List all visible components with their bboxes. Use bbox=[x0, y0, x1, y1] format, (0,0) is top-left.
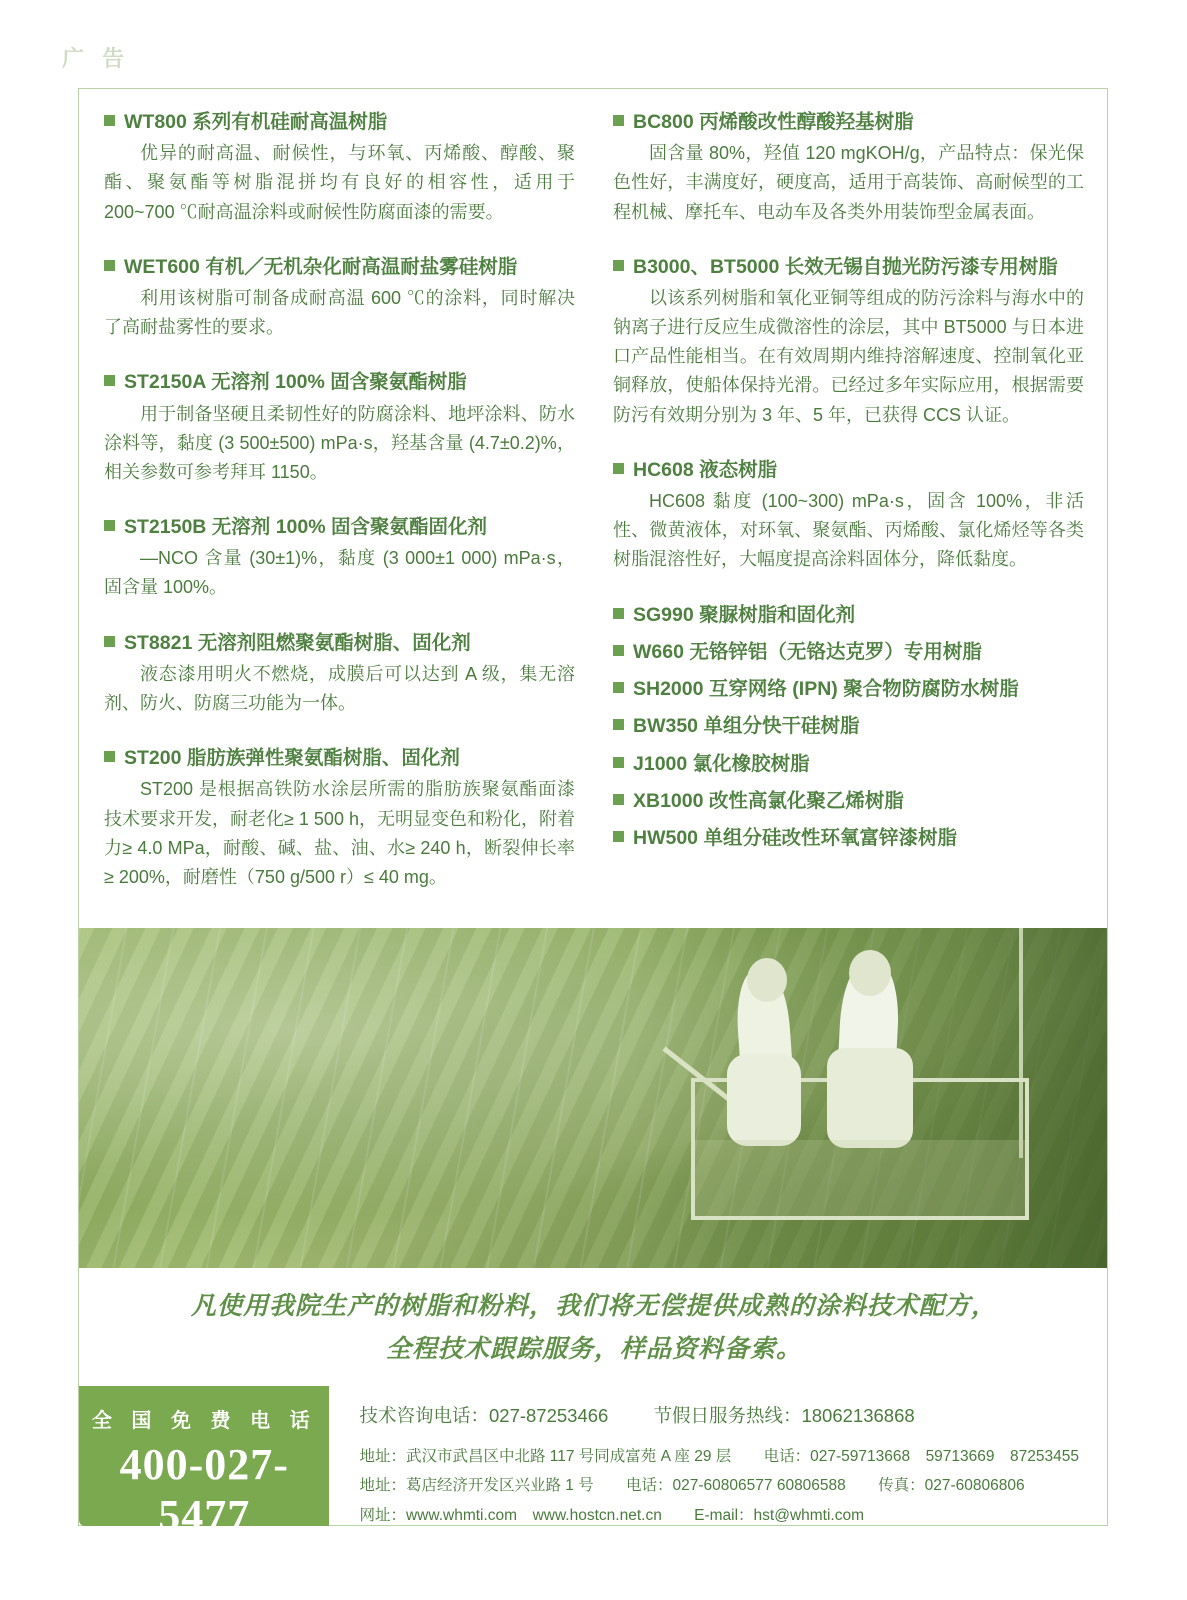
product-entry bbox=[104, 368, 575, 487]
product-entry bbox=[104, 513, 575, 603]
product-description: 优异的耐高温、耐候性，与环氧、丙烯酸、醇酸、聚酯、聚氨酯等树脂混拼均有良好的相容性，适用于 200~700 ℃耐高温涂料或耐候性防腐面漆的需要。 bbox=[104, 143, 575, 222]
product-title: SG990 聚脲树脂和固化剂 bbox=[633, 603, 856, 626]
list-item bbox=[613, 638, 1084, 666]
product-description: 利用该树脂可制备成耐高温 600 ℃的涂料，同时解决了高耐盐雾性的要求。 bbox=[104, 288, 575, 338]
product-title-row bbox=[613, 253, 1084, 281]
square-bullet-icon bbox=[104, 260, 115, 271]
product-description: 用于制备坚硬且柔韧性好的防腐涂料、地坪涂料、防水涂料等，黏度 (3 500±500) mPa·s，羟基含量 (4.7±0.2)%，相关参数可参考拜耳 1150。 bbox=[104, 403, 575, 482]
product-title-row bbox=[613, 638, 1084, 666]
list-item bbox=[613, 712, 1084, 740]
product-title: HC608 液态树脂 bbox=[633, 458, 778, 481]
product-title-row bbox=[613, 712, 1084, 740]
contact-top-row bbox=[359, 1402, 1107, 1428]
product-title-row bbox=[104, 513, 575, 541]
product-title: ST2150B 无溶剂 100% 固含聚氨酯固化剂 bbox=[124, 516, 488, 539]
list-item bbox=[613, 601, 1084, 629]
contact-info bbox=[329, 1386, 1107, 1526]
product-title: SH2000 互穿网络 (IPN) 聚合物防腐防水树脂 bbox=[633, 678, 1019, 701]
square-bullet-icon bbox=[613, 831, 624, 842]
product-title-row bbox=[613, 456, 1084, 484]
slogan-line-2: 全程技术跟踪服务，样品资料备索。 bbox=[385, 1335, 802, 1363]
consult-phone: 技术咨询电话：027-87253466 bbox=[359, 1405, 609, 1426]
address-2: 地址：葛店经济开发区兴业路 1 号 bbox=[359, 1477, 594, 1495]
product-title: BW350 单组分快干硅树脂 bbox=[633, 715, 860, 738]
square-bullet-icon bbox=[613, 719, 624, 730]
product-title-row bbox=[613, 675, 1084, 703]
product-title-row bbox=[104, 108, 575, 136]
photo-work-platform bbox=[691, 1140, 1029, 1220]
slogan-line-1: 凡使用我院生产的树脂和粉料，我们将无偿提供成熟的涂料技术配方， bbox=[190, 1293, 997, 1320]
hotline-box bbox=[79, 1386, 329, 1540]
list-item bbox=[613, 750, 1084, 778]
contact-web-row bbox=[359, 1501, 1107, 1530]
product-name-list bbox=[613, 601, 1084, 853]
address-2-phone: 电话：027-60806577 60806588 bbox=[626, 1477, 846, 1495]
product-entry bbox=[104, 744, 575, 892]
product-title: BC800 丙烯酸改性醇酸羟基树脂 bbox=[633, 111, 914, 133]
square-bullet-icon bbox=[613, 115, 624, 126]
fax-number: 传真：027-60806806 bbox=[878, 1477, 1025, 1495]
product-title-row bbox=[613, 824, 1084, 852]
product-description: 液态漆用明火不燃烧，成膜后可以达到 A 级，集无溶剂、防火、防腐三功能为一体。 bbox=[104, 663, 575, 714]
square-bullet-icon bbox=[613, 682, 624, 693]
product-title-row bbox=[104, 253, 575, 281]
product-title: ST200 脂肪族弹性聚氨酯树脂、固化剂 bbox=[124, 747, 460, 770]
spray-painting-photo bbox=[79, 928, 1107, 1268]
product-entry bbox=[104, 108, 575, 227]
product-title: WT800 系列有机硅耐高温树脂 bbox=[124, 111, 388, 133]
photo-worker-helmet bbox=[849, 950, 891, 996]
square-bullet-icon bbox=[613, 260, 624, 271]
advertisement-mark: 广 告 bbox=[62, 46, 131, 71]
product-description: 以该系列树脂和氧化亚铜等组成的防污涂料与海水中的钠离子进行反应生成微溶性的涂层，其中 BT5000 与日本进口产品性能相当。在有效周期内维持溶解速度、控制氧化亚铜释放，使船体保持光滑。已经过多年实际应用，根据需要防污有效期分别为 3 年、5 年，已获得 CCS 认证。 bbox=[613, 288, 1084, 425]
photo-worker-body bbox=[727, 1054, 801, 1146]
website[interactable]: 网址：www.whmti.com www.hostcn.net.cn bbox=[359, 1506, 662, 1524]
product-title: B3000、BT5000 长效无锡自抛光防污漆专用树脂 bbox=[633, 255, 1058, 278]
product-title-row bbox=[613, 787, 1084, 815]
product-entry bbox=[613, 456, 1084, 575]
product-title: WET600 有机／无机杂化耐高温耐盐雾硅树脂 bbox=[124, 255, 518, 278]
address-1-phone: 电话：027-59713668 59713669 87253455 bbox=[763, 1448, 1079, 1465]
product-title-row bbox=[104, 629, 575, 657]
square-bullet-icon bbox=[104, 636, 115, 647]
contact-address-row-2 bbox=[359, 1471, 1107, 1500]
list-item bbox=[613, 824, 1084, 852]
square-bullet-icon bbox=[104, 520, 115, 531]
square-bullet-icon bbox=[104, 751, 115, 762]
product-entry bbox=[613, 253, 1084, 430]
square-bullet-icon bbox=[104, 375, 115, 386]
hotline-label: 全 国 免 费 电 话 bbox=[91, 1410, 317, 1432]
slogan bbox=[104, 1286, 1084, 1371]
product-description: —NCO 含量 (30±1)%，黏度 (3 000±1 000) mPa·s，固含量 100%。 bbox=[104, 548, 575, 598]
square-bullet-icon bbox=[104, 115, 115, 126]
product-title: ST8821 无溶剂阻燃聚氨酯树脂、固化剂 bbox=[124, 631, 471, 654]
product-title-row bbox=[613, 601, 1084, 629]
right-column bbox=[613, 108, 1084, 892]
footer bbox=[79, 1386, 1107, 1540]
product-title: XB1000 改性高氯化聚乙烯树脂 bbox=[633, 789, 904, 812]
product-title: HW500 单组分硅改性环氧富锌漆树脂 bbox=[633, 827, 957, 850]
square-bullet-icon bbox=[613, 463, 624, 474]
left-column bbox=[104, 108, 575, 892]
product-title: W660 无铬锌铝（无铬达克罗）专用树脂 bbox=[633, 640, 982, 663]
product-description: 固含量 80%，羟值 120 mgKOH/g，产品特点：保光保色性好，丰满度好，硬度高，适用于高装饰、高耐候型的工程机械、摩托车、电动车及各类外用装饰型金属表面。 bbox=[613, 143, 1084, 222]
product-description: HC608 黏度 (100~300) mPa·s，固含 100%，非活性、微黄液体，对环氧、聚氨酯、丙烯酸、氯化烯烃等各类树脂混溶性好，大幅度提高涂料固体分，降低黏度。 bbox=[613, 491, 1084, 570]
holiday-hotline: 节假日服务热线：18062136868 bbox=[653, 1405, 915, 1426]
product-title-row bbox=[104, 744, 575, 772]
square-bullet-icon bbox=[613, 794, 624, 805]
hotline-number[interactable]: 400-027-5477 bbox=[119, 1440, 289, 1540]
square-bullet-icon bbox=[613, 757, 624, 768]
product-title: ST2150A 无溶剂 100% 固含聚氨酯树脂 bbox=[124, 371, 467, 394]
product-title-row bbox=[613, 750, 1084, 778]
product-entry bbox=[104, 253, 575, 343]
product-title: J1000 氯化橡胶树脂 bbox=[633, 752, 810, 775]
product-description: ST200 是根据高铁防水涂层所需的脂肪族聚氨酯面漆技术要求开发，耐老化≥ 1 500 h，无明显变色和粉化，附着力≥ 4.0 MPa，耐酸、碱、盐、油、水≥ 240 h，断裂伸长率≥ 200%，耐磨性（750 g/500 r）≤ 40 mg。 bbox=[104, 779, 575, 887]
product-title-row bbox=[104, 368, 575, 396]
square-bullet-icon bbox=[613, 645, 624, 656]
product-title-row bbox=[613, 108, 1084, 136]
list-item bbox=[613, 675, 1084, 703]
product-columns bbox=[104, 108, 1084, 892]
photo-worker-helmet bbox=[747, 958, 787, 1002]
contact-address-row-1 bbox=[359, 1442, 1107, 1471]
address-1: 地址：武汉市武昌区中北路 117 号同成富苑 A 座 29 层 bbox=[359, 1448, 732, 1465]
email[interactable]: E-mail：hst@whmti.com bbox=[694, 1506, 865, 1524]
product-entry bbox=[104, 629, 575, 719]
square-bullet-icon bbox=[613, 608, 624, 619]
list-item bbox=[613, 787, 1084, 815]
photo-worker-body bbox=[827, 1048, 913, 1148]
product-entry bbox=[613, 108, 1084, 227]
